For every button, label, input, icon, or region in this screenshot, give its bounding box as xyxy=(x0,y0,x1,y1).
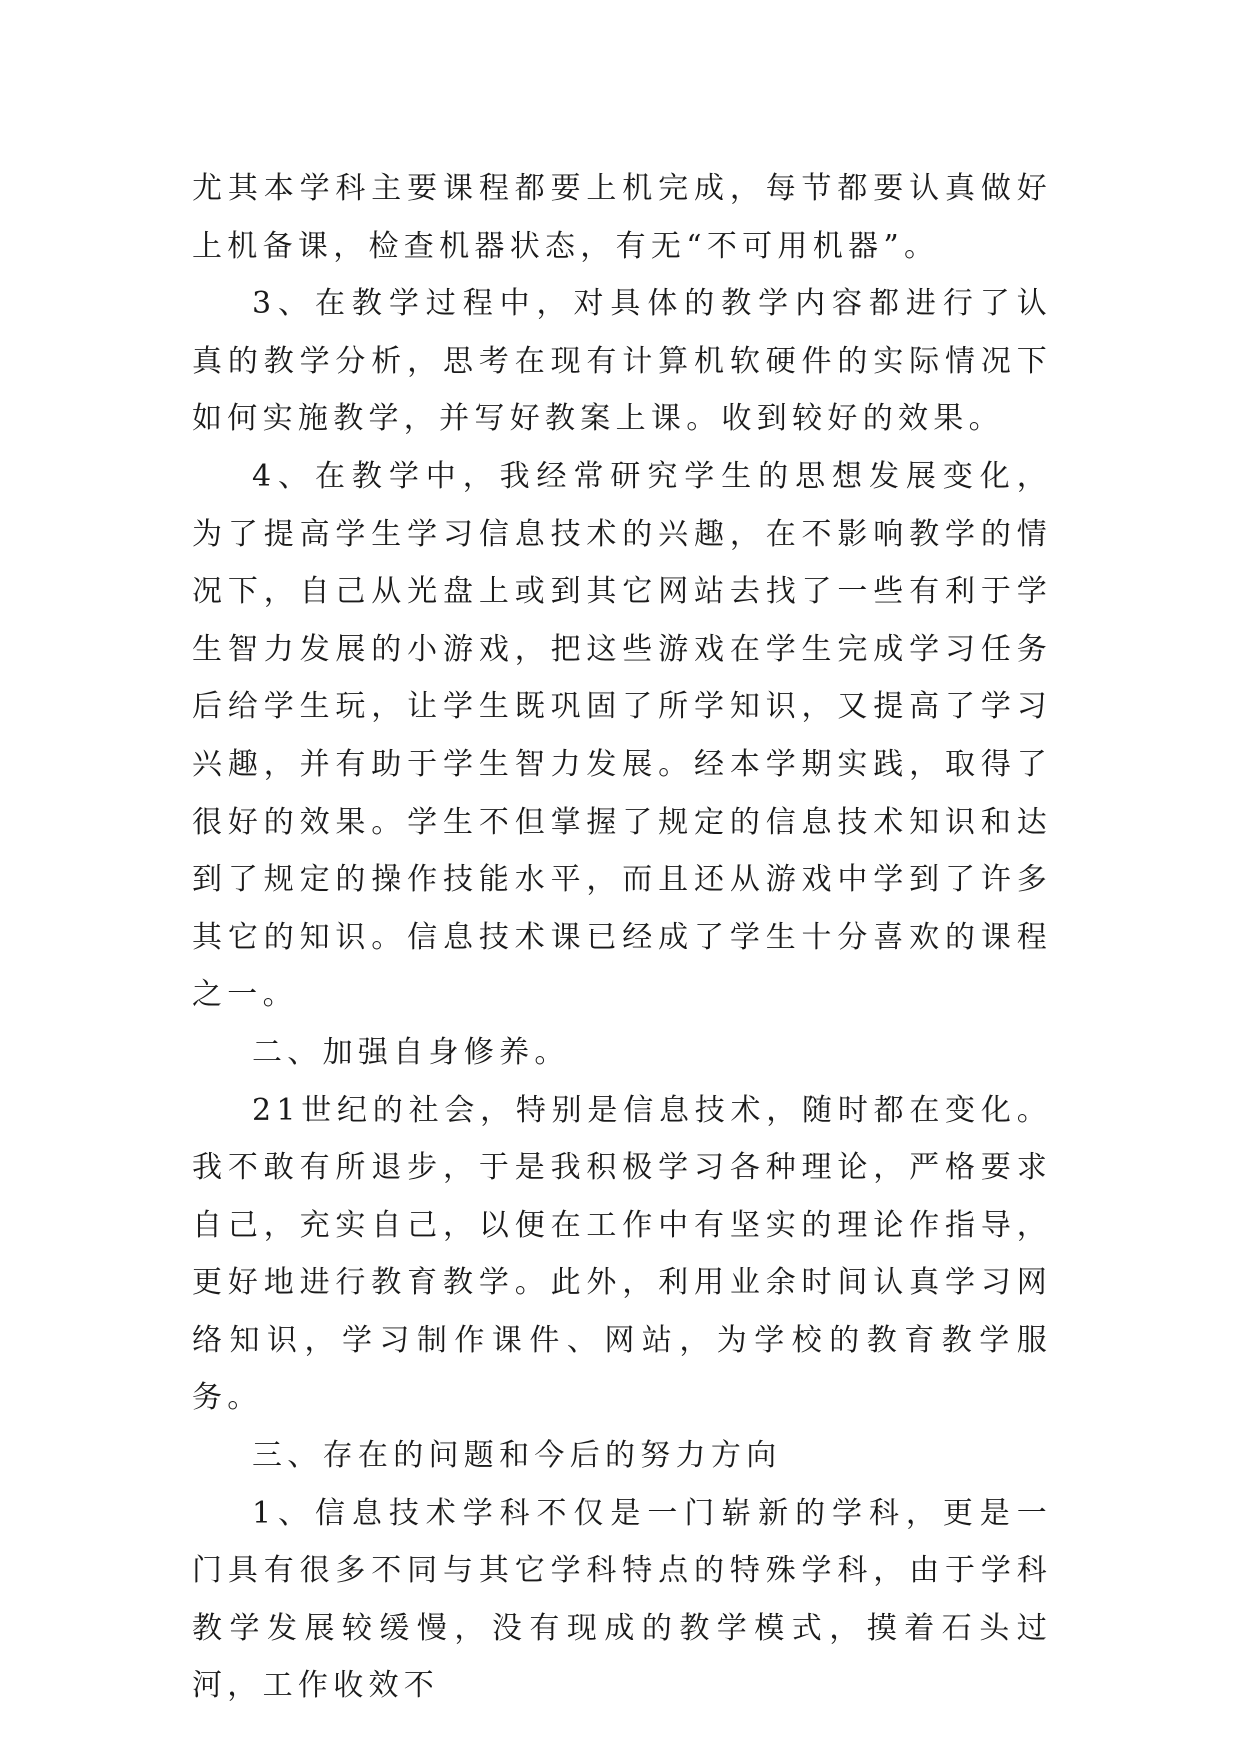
paragraph-continuation: 尤其本学科主要课程都要上机完成，每节都要认真做好上机备课，检查机器状态，有无“不可用机器”。 xyxy=(192,171,1052,264)
document-body xyxy=(192,160,1052,1715)
paragraph-section-2-body: 21世纪的社会，特别是信息技术，随时都在变化。我不敢有所退步，于是我积极学习各种理论，严格要求自己，充实自己，以便在工作中有坚实的理论作指导，更好地进行教育教学。此外，利用业余时间认真学习网络知识，学习制作课件、网站，为学校的教育教学服务。 xyxy=(192,1092,1052,1416)
paragraph-item-3: 3、在教学过程中，对具体的教学内容都进行了认真的教学分析，思考在现有计算机软硬件的实际情况下如何实施教学，并写好教案上课。收到较好的效果。 xyxy=(192,286,1052,437)
paragraph-item-1: 1、信息技术学科不仅是一门崭新的学科，更是一门具有很多不同与其它学科特点的特殊学科，由于学科教学发展较缓慢，没有现成的教学模式，摸着石头过河，工作收效不 xyxy=(192,1495,1052,1704)
section-heading-2: 二、加强自身修养。 xyxy=(252,1034,570,1070)
paragraph-item-4: 4、在教学中，我经常研究学生的思想发展变化，为了提高学生学习信息技术的兴趣，在不影响教学的情况下，自己从光盘上或到其它网站去找了一些有利于学生智力发展的小游戏，把这些游戏在学生完成学习任务后给学生玩，让学生既巩固了所学知识，又提高了学习兴趣，并有助于学生智力发展。经本学期实践，取得了很好的效果。学生不但掌握了规定的信息技术知识和达到了规定的操作技能水平，而且还从游戏中学到了许多其它的知识。信息技术课已经成了学生十分喜欢的课程之一。 xyxy=(192,458,1052,1013)
section-heading-3: 三、存在的问题和今后的努力方向 xyxy=(252,1438,782,1474)
